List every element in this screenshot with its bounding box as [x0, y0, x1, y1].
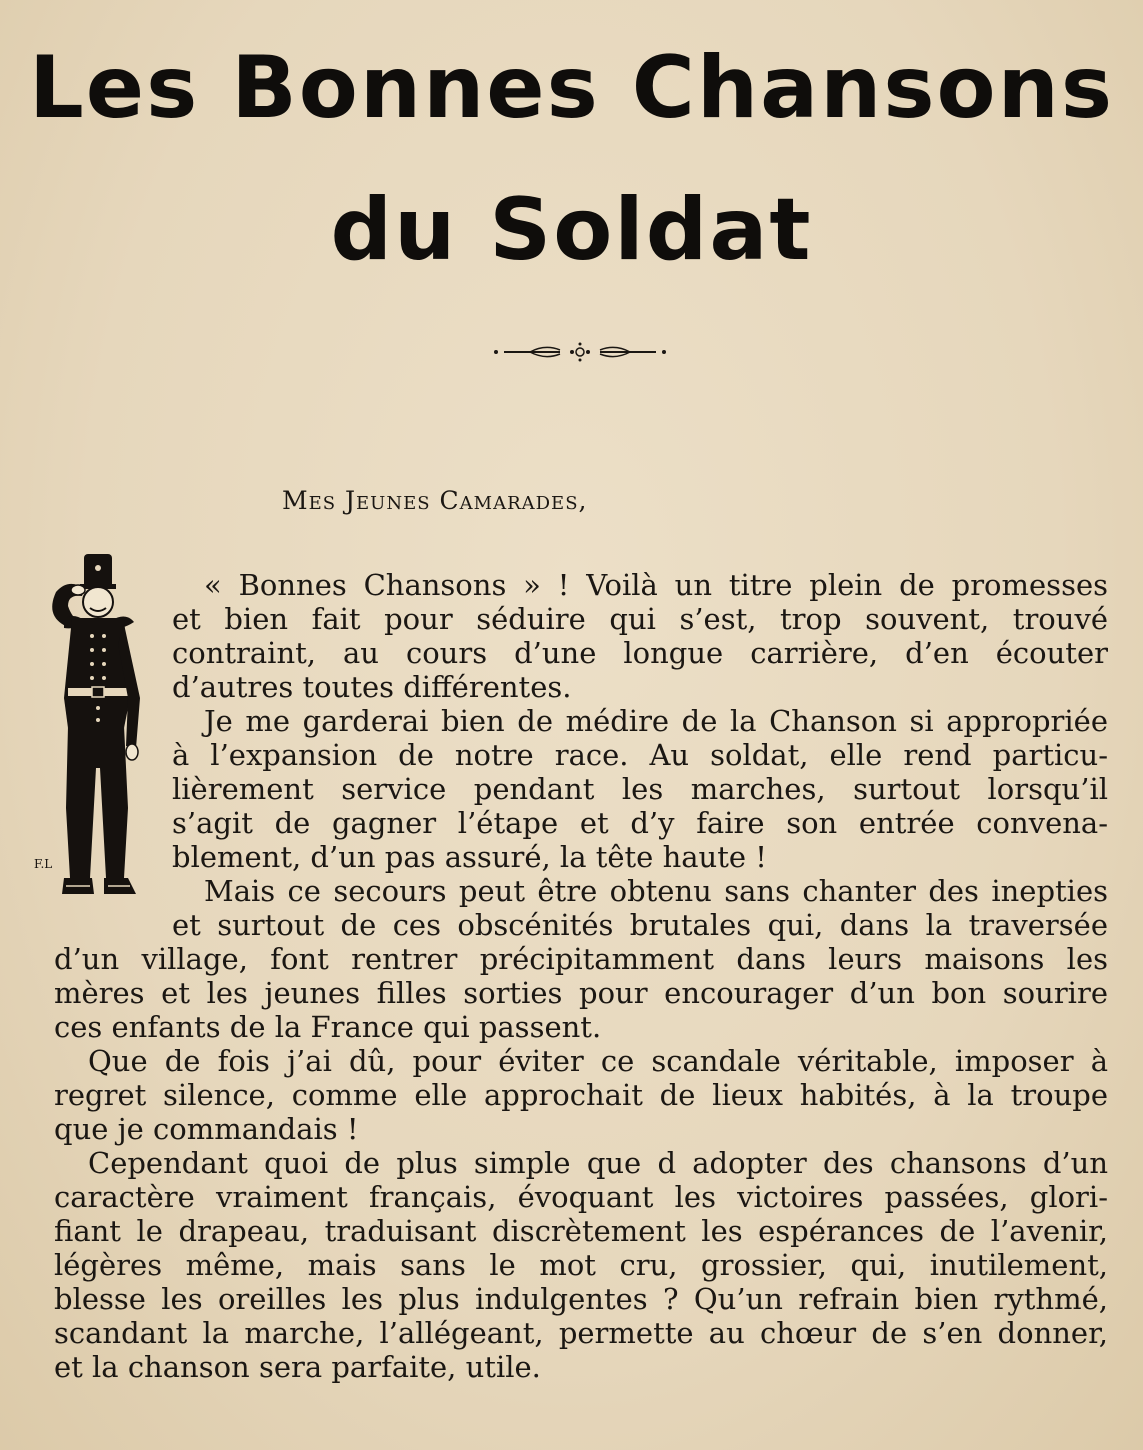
body-line: regret silence, comme elle approchait de lieux habités, à la troupe: [54, 1078, 1108, 1112]
saluting-soldier-icon: [12, 548, 152, 910]
illustration-signature: F.L: [34, 857, 53, 871]
body-line: s’agit de gagner l’étape et d’y faire son entrée convena-: [172, 806, 1108, 840]
page-title-line-2: du Soldat: [330, 180, 813, 280]
body-line: Mais ce secours peut être obtenu sans chanter des inepties: [204, 874, 1108, 908]
body-line: contraint, au cours d’une longue carrière, d’en écouter: [172, 636, 1108, 670]
salutation: Mes Jeunes Camarades,: [282, 486, 588, 515]
body-line: Je me garderai bien de médire de la Chanson si appropriée: [204, 704, 1108, 738]
body-line: fiant le drapeau, traduisant discrètement les espérances de l’avenir,: [54, 1214, 1108, 1248]
body-line: blesse les oreilles les plus indulgentes ? Qu’un refrain bien rythmé,: [54, 1282, 1108, 1316]
body-line: « Bonnes Chansons » ! Voilà un titre plein de promesses: [204, 568, 1108, 602]
body-line: caractère vraiment français, évoquant les victoires passées, glori-: [54, 1180, 1108, 1214]
body-line: et bien fait pour séduire qui s’est, trop souvent, trouvé: [172, 602, 1108, 636]
body-line: à l’expansion de notre race. Au soldat, elle rend particu-: [172, 738, 1108, 772]
decorative-divider-icon: [490, 340, 670, 364]
body-line: que je commandais !: [54, 1112, 359, 1146]
body-line: scandant la marche, l’allégeant, permette au chœur de s’en donner,: [54, 1316, 1108, 1350]
body-line: et surtout de ces obscénités brutales qui, dans la traversée: [172, 908, 1108, 942]
body-line: Cependant quoi de plus simple que d adopter des chansons d’un: [88, 1146, 1108, 1180]
body-line: d’un village, font rentrer précipitamment dans leurs maisons les: [54, 942, 1108, 976]
body-line: d’autres toutes différentes.: [172, 670, 572, 704]
body-line: ces enfants de la France qui passent.: [54, 1010, 602, 1044]
page-title-line-1: Les Bonnes Chansons: [28, 38, 1115, 138]
body-line: Que de fois j’ai dû, pour éviter ce scandale véritable, imposer à: [88, 1044, 1108, 1078]
body-line: et la chanson sera parfaite, utile.: [54, 1350, 541, 1384]
body-line: blement, d’un pas assuré, la tête haute !: [172, 840, 767, 874]
body-line: lièrement service pendant les marches, surtout lorsqu’il: [172, 772, 1108, 806]
body-line: légères même, mais sans le mot cru, grossier, qui, inutilement,: [54, 1248, 1108, 1282]
body-line: mères et les jeunes filles sorties pour encourager d’un bon sourire: [54, 976, 1108, 1010]
